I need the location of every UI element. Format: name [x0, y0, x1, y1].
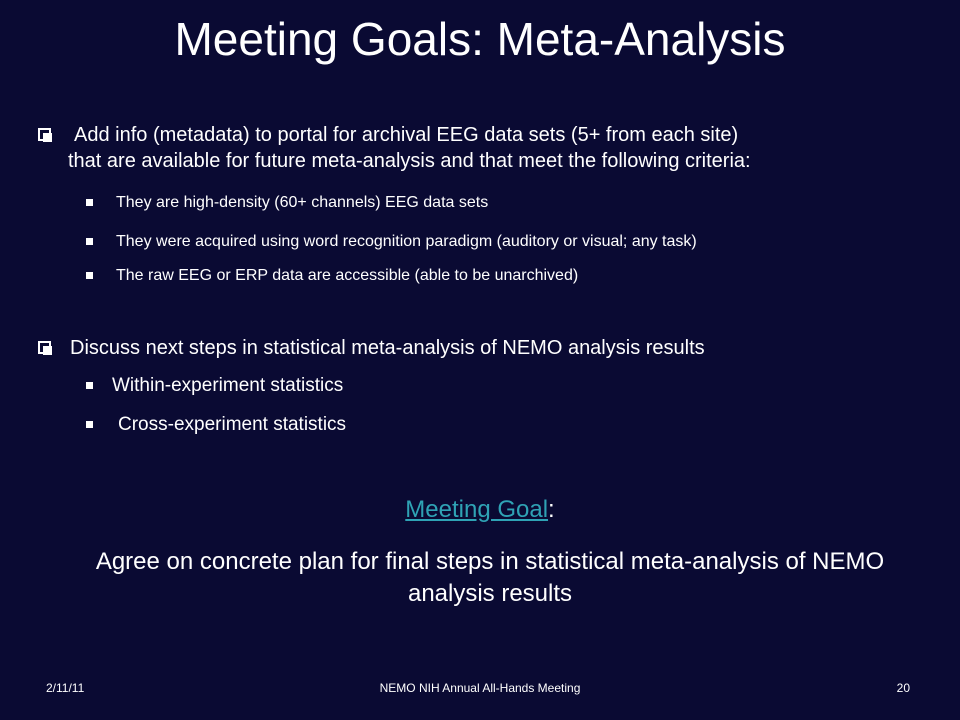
square-bullet-icon	[86, 199, 93, 206]
bullet-2-line-1: Discuss next steps in statistical meta-analysis of NEMO analysis results	[70, 337, 705, 359]
bullet-2-sub-1: Within-experiment statistics	[112, 375, 344, 396]
footer-date: 2/11/11	[46, 681, 85, 695]
meeting-goal-heading	[0, 494, 960, 526]
bullet-1-sub-2: They were acquired using word recognition paradigm (auditory or visual; any task)	[116, 233, 697, 250]
bullet-1-line-2: that are available for future meta-analysis and that meet the following criteria:	[68, 150, 751, 172]
checkbox-bullet-icon	[38, 128, 51, 141]
bullet-1-line-1: Add info (metadata) to portal for archival EEG data sets (5+ from each site)	[74, 124, 739, 146]
meeting-goal-link[interactable]: Meeting Goal	[405, 496, 549, 523]
checkbox-bullet-icon	[38, 341, 51, 354]
footer-title: NEMO NIH Annual All-Hands Meeting	[379, 681, 581, 695]
square-bullet-icon	[86, 272, 93, 279]
bullet-1-sub-1: They are high-density (60+ channels) EEG data sets	[116, 194, 489, 211]
bullet-1-sub-3: The raw EEG or ERP data are accessible (able to be unarchived)	[116, 267, 579, 284]
meeting-goal-colon: :	[548, 496, 555, 523]
meeting-goal-text: Agree on concrete plan for final steps in statistical meta-analysis of NEMO analysis results	[95, 548, 885, 607]
footer-page-number: 20	[896, 681, 910, 695]
bullet-2-sub-2: Cross-experiment statistics	[118, 414, 347, 435]
square-bullet-icon	[86, 382, 93, 389]
slide-title: Meeting Goals: Meta-Analysis	[174, 13, 786, 65]
square-bullet-icon	[86, 421, 93, 428]
square-bullet-icon	[86, 238, 93, 245]
